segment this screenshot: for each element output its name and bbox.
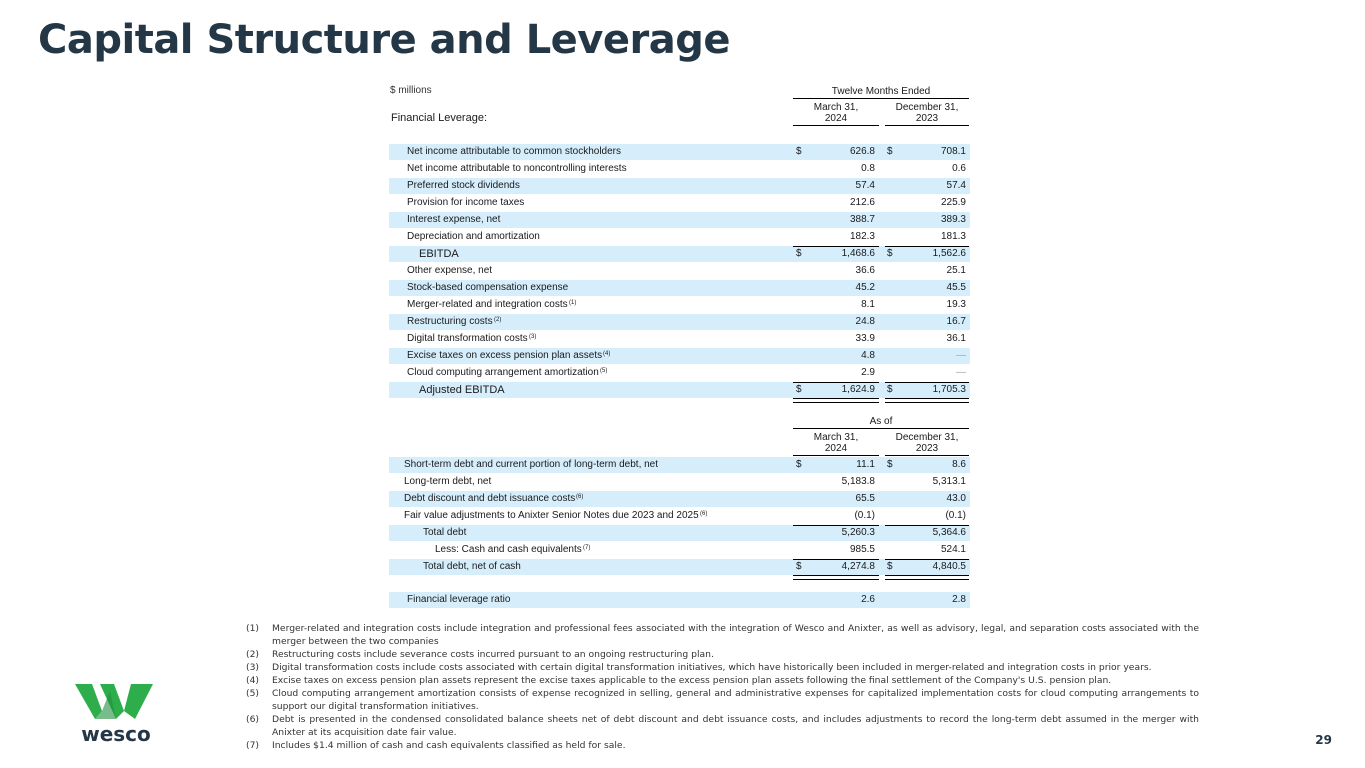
rule — [885, 246, 969, 247]
table-row — [389, 559, 970, 575]
value-2024: 57.4 — [855, 180, 875, 191]
footnote-mark: (3) — [246, 662, 260, 673]
value-2024: (0.1) — [854, 510, 875, 521]
currency-symbol: $ — [796, 561, 802, 572]
value-2023: 4,840.5 — [932, 561, 966, 572]
value-2024: 8.1 — [861, 299, 875, 310]
footnote-ref: (4) — [603, 351, 611, 357]
footnote-text: Includes $1.4 million of cash and cash equivalents classified as held for sale. — [272, 740, 626, 751]
footnote — [246, 713, 1199, 739]
page-title: Capital Structure and Leverage — [38, 17, 730, 63]
currency-symbol: $ — [887, 459, 893, 470]
value-2023: 25.1 — [946, 265, 966, 276]
footnote — [246, 674, 1199, 687]
value-2023: 389.3 — [940, 214, 966, 225]
table-row — [389, 508, 970, 524]
value-2024: 4,274.8 — [841, 561, 875, 572]
value-2023: 36.1 — [946, 333, 966, 344]
table-row — [389, 229, 970, 245]
value-2024: 33.9 — [855, 333, 875, 344]
table-row — [389, 331, 970, 347]
value-2024: 5,183.8 — [841, 476, 875, 487]
row-label: Preferred stock dividends — [407, 180, 520, 191]
double-rule — [793, 575, 879, 580]
row-label: Other expense, net — [407, 265, 493, 276]
row-label: Total debt — [423, 527, 467, 538]
value-2023: 57.4 — [946, 180, 966, 191]
rule — [793, 382, 879, 383]
value-2024: 11.1 — [856, 459, 875, 470]
row-label: Fair value adjustments to Anixter Senior Notes due 2023 and 2025 — [404, 510, 699, 521]
rule — [885, 525, 969, 526]
value-2023: 5,313.1 — [932, 476, 966, 487]
value-2023: — — [956, 367, 966, 378]
value-2023: (0.1) — [945, 510, 966, 521]
table-row — [389, 178, 970, 194]
col1-header: March 31, 2024 — [793, 102, 879, 126]
row-label: Short-term debt and current portion of long-term debt, net — [404, 459, 659, 470]
footnote-mark: (2) — [246, 649, 260, 660]
col1-header-2: March 31, 2024 — [793, 432, 879, 456]
double-rule — [885, 398, 969, 403]
value-2023: 181.3 — [940, 231, 966, 242]
row-label: EBITDA — [419, 248, 459, 260]
table-row — [389, 457, 970, 473]
row-label: Financial leverage ratio — [407, 594, 511, 605]
value-2024: 1,468.6 — [841, 248, 875, 259]
rule — [793, 246, 879, 247]
col2-header-2: December 31, 2023 — [885, 432, 969, 456]
footnote-ref: (1) — [569, 300, 577, 306]
row-label: Excise taxes on excess pension plan assets — [407, 350, 603, 361]
currency-symbol: $ — [887, 384, 893, 395]
header-group: Twelve Months Ended — [793, 86, 969, 99]
wesco-logo — [75, 683, 157, 745]
footnote-mark: (1) — [246, 623, 260, 634]
table-row — [389, 365, 970, 381]
currency-symbol: $ — [887, 561, 893, 572]
value-2024: 2.9 — [861, 367, 875, 378]
units-label: $ millions — [390, 85, 432, 96]
row-label: Cloud computing arrangement amortization — [407, 367, 599, 378]
footnote-text: Excise taxes on excess pension plan assets represent the excise taxes applicable to the excess pension plan assets following the final settlement of the Company's U.S. pension plan. — [272, 675, 1112, 686]
row-label: Total debt, net of cash — [423, 561, 521, 572]
footnotes — [246, 622, 1199, 752]
row-label: Net income attributable to noncontrolling interests — [407, 163, 627, 174]
value-2024: 388.7 — [849, 214, 875, 225]
table-row — [389, 314, 970, 330]
footnote — [246, 661, 1199, 674]
value-2023: 19.3 — [946, 299, 966, 310]
value-2024: 182.3 — [849, 231, 875, 242]
value-2023: — — [956, 350, 966, 361]
double-rule — [793, 398, 879, 403]
value-2024: 2.6 — [861, 594, 875, 605]
value-2024: 626.8 — [849, 146, 875, 157]
footnote — [246, 648, 1199, 661]
rule — [885, 559, 969, 560]
value-2024: 212.6 — [849, 197, 875, 208]
footnote — [246, 622, 1199, 648]
row-label: Merger-related and integration costs — [407, 299, 568, 310]
col2-header: December 31, 2023 — [885, 102, 969, 126]
rule — [885, 382, 969, 383]
value-2024: 24.8 — [855, 316, 875, 327]
row-label: Stock-based compensation expense — [407, 282, 569, 293]
table-row — [389, 592, 970, 608]
table-row — [389, 246, 970, 262]
row-group-label: Financial Leverage: — [391, 112, 488, 124]
rule — [793, 525, 879, 526]
table-row — [389, 144, 970, 160]
currency-symbol: $ — [796, 384, 802, 395]
row-label: Restructuring costs — [407, 316, 493, 327]
value-2023: 8.6 — [952, 459, 966, 470]
value-2023: 2.8 — [952, 594, 966, 605]
row-label: Less: Cash and cash equivalents — [435, 544, 582, 555]
value-2023: 5,364.6 — [932, 527, 966, 538]
table-row — [389, 491, 970, 507]
double-rule — [885, 575, 969, 580]
value-2024: 0.8 — [861, 163, 875, 174]
rule — [793, 559, 879, 560]
value-2023: 45.5 — [946, 282, 966, 293]
footnote-mark: (7) — [246, 740, 260, 751]
row-label: Debt discount and debt issuance costs — [404, 493, 576, 504]
table-row — [389, 525, 970, 541]
row-label: Provision for income taxes — [407, 197, 525, 208]
table-row — [389, 542, 970, 558]
footnote — [246, 739, 1199, 752]
footnote-text: Debt is presented in the condensed consolidated balance sheets net of debt discount and debt issuance costs, and includes adjustments to record the long-term debt assumed in the merger with Anixter at its acquisition date fair value. — [272, 714, 1199, 738]
value-2024: 5,260.3 — [841, 527, 875, 538]
value-2023: 708.1 — [940, 146, 966, 157]
table-row — [389, 382, 970, 398]
currency-symbol: $ — [887, 146, 893, 157]
currency-symbol: $ — [887, 248, 893, 259]
table-row — [389, 474, 970, 490]
footnote-ref: (6) — [576, 494, 584, 500]
value-2024: 65.5 — [855, 493, 875, 504]
footnote — [246, 687, 1199, 713]
footnote-ref: (5) — [600, 368, 608, 374]
row-label: Interest expense, net — [407, 214, 501, 225]
table-row — [389, 297, 970, 313]
value-2024: 36.6 — [855, 265, 875, 276]
row-label: Digital transformation costs — [407, 333, 528, 344]
footnote-mark: (5) — [246, 688, 260, 699]
table-row — [389, 195, 970, 211]
page-number: 29 — [1315, 733, 1332, 747]
row-label: Long-term debt, net — [404, 476, 492, 487]
footnote-mark: (4) — [246, 675, 260, 686]
header-group-2: As of — [793, 416, 969, 429]
footnote-text: Restructuring costs include severance costs incurred pursuant to an ongoing restructuring plan. — [272, 649, 714, 660]
currency-symbol: $ — [796, 459, 802, 470]
value-2024: 45.2 — [855, 282, 875, 293]
value-2024: 1,624.9 — [841, 384, 875, 395]
value-2023: 1,562.6 — [932, 248, 966, 259]
footnote-mark: (6) — [246, 714, 260, 725]
row-label: Depreciation and amortization — [407, 231, 540, 242]
logo-text: wesco — [81, 722, 151, 745]
value-2023: 43.0 — [946, 493, 966, 504]
footnote-ref: (3) — [529, 334, 537, 340]
row-label: Adjusted EBITDA — [419, 384, 505, 396]
value-2023: 0.6 — [952, 163, 966, 174]
table-row — [389, 263, 970, 279]
value-2024: 985.5 — [849, 544, 875, 555]
value-2024: 4.8 — [861, 350, 875, 361]
footnote-ref: (2) — [494, 317, 502, 323]
table-row — [389, 280, 970, 296]
table-row — [389, 348, 970, 364]
table-row — [389, 161, 970, 177]
value-2023: 225.9 — [940, 197, 966, 208]
footnote-ref: (7) — [583, 545, 591, 551]
footnote-text: Digital transformation costs include costs associated with certain digital transformation initiatives, which have historically been included in merger-related and integration costs in prior years. — [272, 662, 1152, 673]
value-2023: 16.7 — [946, 316, 966, 327]
table-row — [389, 212, 970, 228]
footnote-text: Merger-related and integration costs include integration and professional fees associated with the integration of Wesco and Anixter, as well as advisory, legal, and separation costs associated with the merger between the two companies — [272, 623, 1199, 647]
currency-symbol: $ — [796, 248, 802, 259]
footnote-ref: (6) — [700, 511, 708, 517]
footnote-text: Cloud computing arrangement amortization consists of expense recognized in selling, general and administrative expenses for capitalized implementation costs for cloud computing arrangements to support our digital transformation initiatives. — [272, 688, 1199, 712]
currency-symbol: $ — [796, 146, 802, 157]
value-2023: 524.1 — [940, 544, 966, 555]
row-label: Net income attributable to common stockholders — [407, 146, 621, 157]
value-2023: 1,705.3 — [932, 384, 966, 395]
